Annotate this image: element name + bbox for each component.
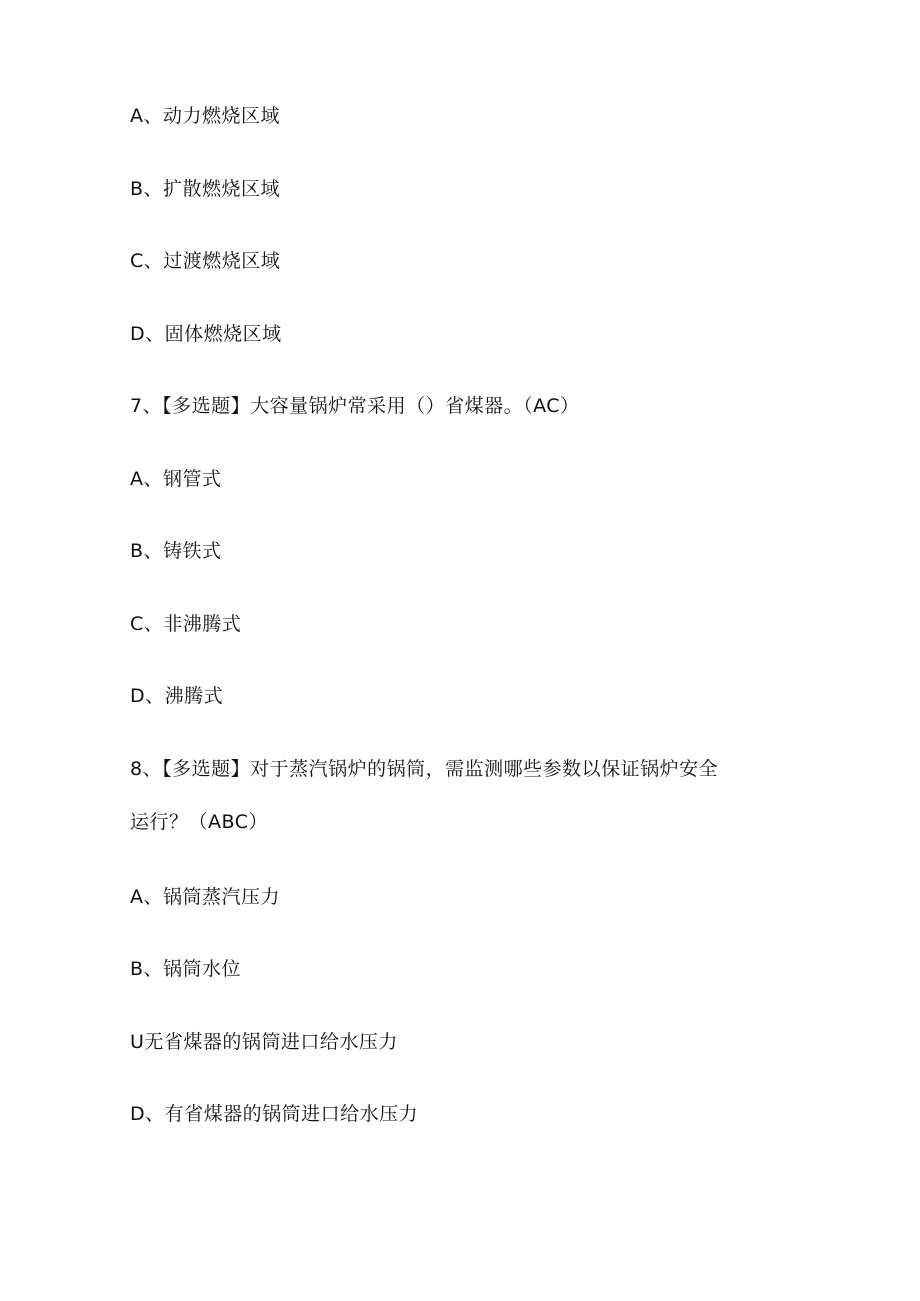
- q8-option-d: D、有省煤器的锅筒进口给水压力: [130, 1103, 419, 1125]
- q7-option-c: C、非沸腾式: [130, 613, 242, 635]
- q6-option-b: B、扩散燃烧区域: [130, 178, 281, 200]
- q7-option-d: D、沸腾式: [130, 685, 224, 707]
- q6-option-d: D、固体燃烧区域: [130, 323, 282, 345]
- q8-option-b: B、锅筒水位: [130, 958, 242, 980]
- question-8-line-1: 8、【多选题】对于蒸汽锅炉的锅筒，需监测哪些参数以保证锅炉安全: [130, 758, 719, 780]
- question-8-line-2: 运行？（ABC）: [130, 811, 268, 833]
- q8-option-a: A、锅筒蒸汽压力: [130, 886, 280, 908]
- question-7: 7、【多选题】大容量锅炉常采用（）省煤器。（AC）: [130, 395, 580, 417]
- q7-option-a: A、钢管式: [130, 468, 222, 490]
- q6-option-c: C、过渡燃烧区域: [130, 250, 281, 272]
- q6-option-a: A、动力燃烧区域: [130, 105, 280, 127]
- q8-option-c: U无省煤器的锅筒进口给水压力: [130, 1031, 398, 1053]
- q7-option-b: B、铸铁式: [130, 540, 222, 562]
